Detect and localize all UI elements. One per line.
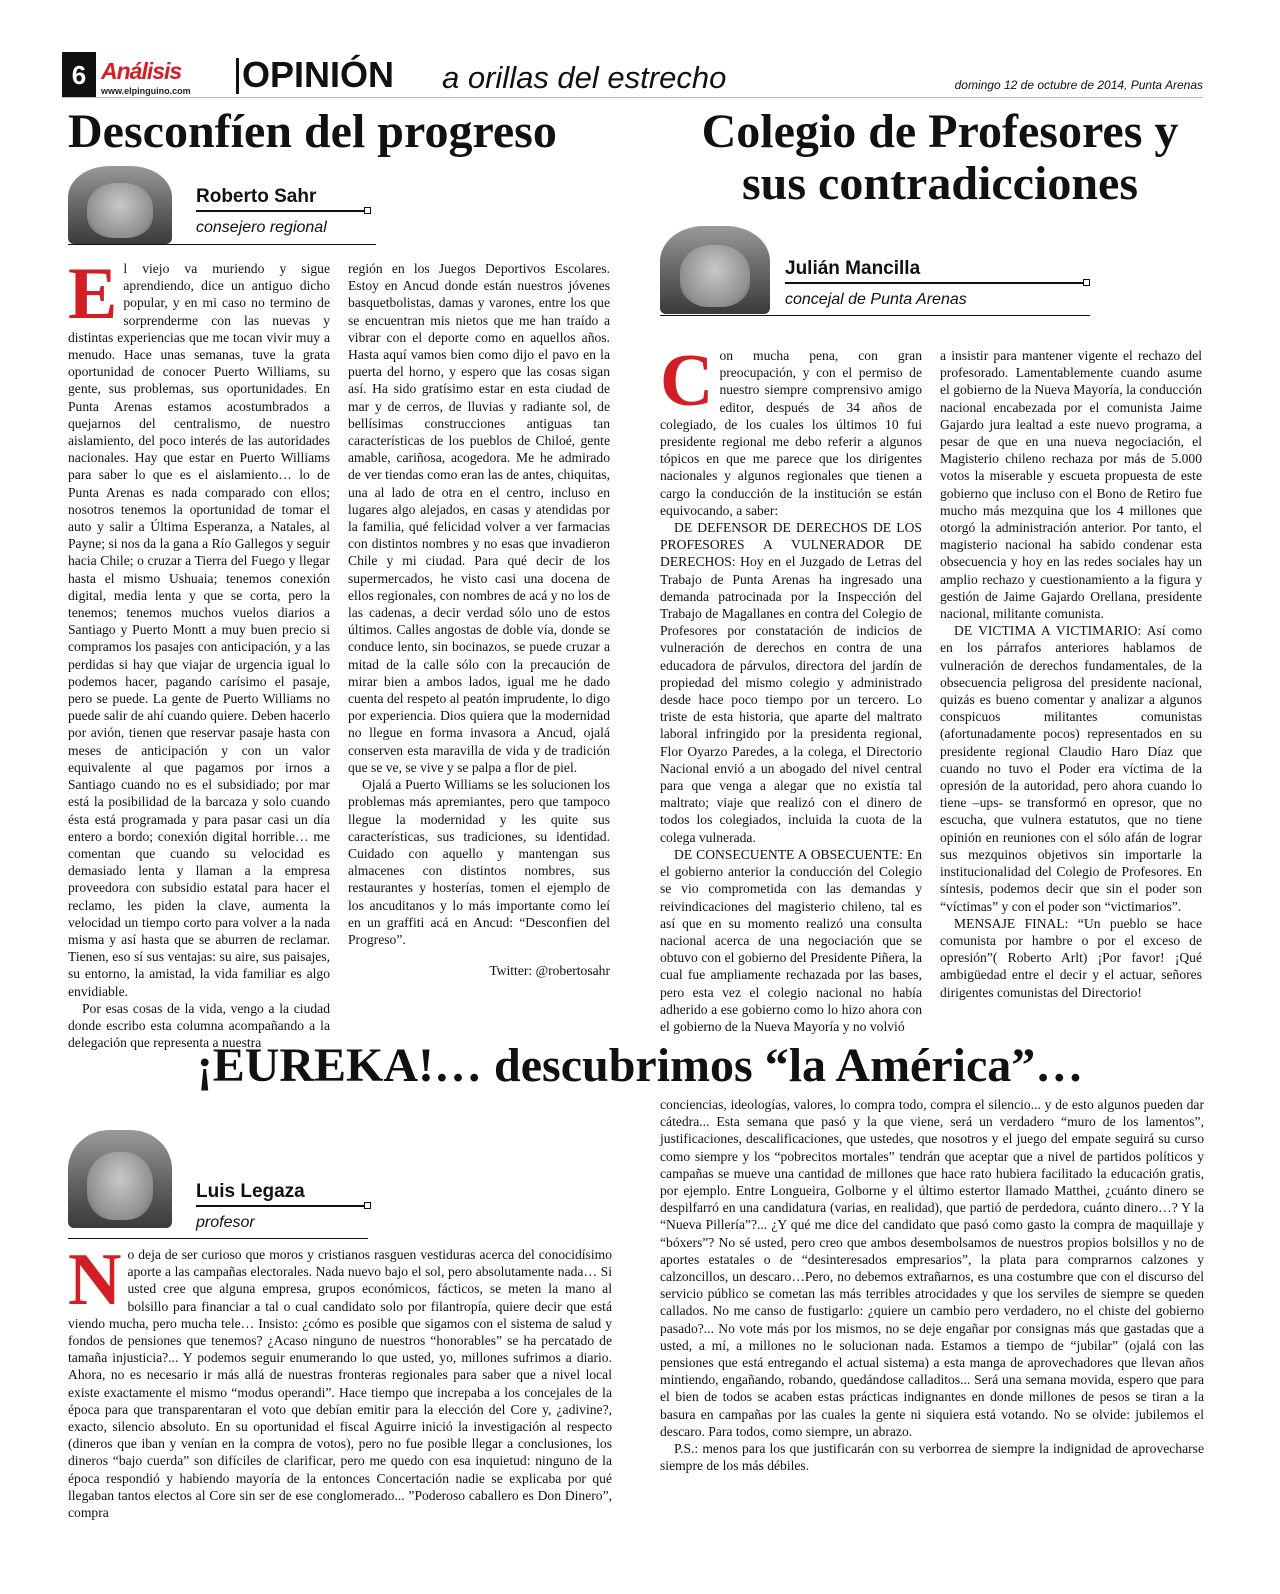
header-separator [236,58,239,94]
header-rule [62,97,1203,98]
paragraph: l viejo va muriendo y sigue aprendiendo, dice un antiguo dicho popular, y en mi caso no termino de sorprenderme con las nuevas y distintas experiencias que me tocan vivir muy a menudo. Hace unas semanas, tuve la grata oportunidad de conocer Puerto Williams, su gente, sus problemas, sus oportunidades. En Punta Arenas estamos acostumbrados a quejarnos del centralismo, de nuestro aislamiento, del poco interés de las autoridades nacionales. Hay que estar en Puerto Williams para saber lo que es el aislamiento… lo de Punta Arenas es nada comparado con ellos; nosotros tenemos la oportunidad de tomar el auto y salir a Última Esperanza, a Natales, al Payne; si nos da la gana a Río Gallegos y seguir hacia Chile; o cruzar a Tierra del Fuego y llegar hasta el mismo Ushuaia; tenemos conexión digital, media lenta y que se corta, pero la tenemos; tenemos muchos vuelos diarios a Santiago y Puerto Montt a muy buen precio si compramos los pasajes con anticipación, y a las perdidas si hay que viajar de urgencia igual lo podemos hacer, pagando carísimo el pasaje, pero se puede. La gente de Puerto Williams no puede salir de ahí cuando quiere. Deben hacerlo por avión, tienen que reservar pasaje hasta con meses de anticipación y con un valor equivalente al que pagamos por irnos a Santiago cuando no es el subsidiado; por mar está la posibilidad de la barcaza y solo cuando ésta está programada y para pasar casi un día entero a bordo; conexión digital horrible… me comentan que cuando su velocidad es demasiado lenta y llaman a la empresa proveedora con subsidio estatal para hacer el reclamo, les piden la clave, aumenta la velocidad un tiempo corto para volver a la nada misma y así hasta que se aburren de reclamar. Tienen, eso sí sus ventajas: su aire, sus paisajes, su entorno, la amistad, la vida familiar es algo envidiable. [68,261,330,999]
author-rule [196,210,366,212]
paragraph: Por esas cosas de la vida, vengo a la ciudad donde escribo esta columna acompañando a la delegación que representa a nuestra [68,1000,330,1051]
section-subtitle: a orillas del estrecho [442,60,727,95]
section-title: OPINIÓN [242,54,395,95]
article2-column-2 [940,347,1202,1001]
paragraph: DE DEFENSOR DE DERECHOS DE LOS PROFESORES A VULNERADOR DE DERECHOS: Hoy en el Juzgado de Letras del Trabajo de Punta Arenas ha ingresado una demanda patrocinada por la Inspección del Trabajo de Magallanes en contra del Colegio de Profesores por constatación de indicios de vulneración de derechos en contra de una educadora de párvulos, directora del jardín de propiedad del mismo colegio y administrado desde hace poco tiempo por un tercero. Lo triste de esta historia, que aparte del maltrato laboral infringido por la presidenta regional, Flor Oyarzo Paredes, a la colega, el Directorio Nacional envió a un abogado del nivel central para que venga a alegar que no existía tal maltrato; viaje que realizó con el dinero de todos los colegiados, incluida la cuota de la colega vulnerada. [660,520,922,845]
article1-column-1 [68,253,330,1051]
author-rule [785,282,1085,284]
issue-date: domingo 12 de octubre de 2014, Punta Arenas [954,78,1203,92]
paragraph: conciencias, ideologías, valores, lo compra todo, compra el silencio... y de esto algunos pueden dar cátedra... Esta semana que pasó y la que viene, será un verdadero “muro de los lamentos”, justificaciones, descalificaciones, que ustedes, que nosotros y el juego del empate seguirá su curso como siempre y los “pobrecitos mortales” tendrán que aceptar que a nivel de partidos políticos y campañas se mueve una cantidad de millones que hace rato hubiera facilitado la educación gratis, por ejemplo. Entre Longueira, Golborne y el último estertor llamado Matthei, ¿cuánto dinero se despilfarró en una candidatura (varias, en realidad), que partió de perdedora, cuánto dinero…? Y la “Nueva Pillería”?... ¿Y qué me dice del candidato que pasó como gasto la compra de maquillaje y “bóxers”? No sé usted, pero creo que ambos desembolsamos de nuestros propios bolsillos y no de aportes estatales o de “desinteresados empresarios”, la plata para comprarnos calzones y calzoncillos, un descaro…Pero, no debemos extrañarnos, es una costumbre que con el discurso del servicio público se cometan las más terribles atrocidades y que los serviles de siempre se queden callados. No me canso de fustigarlo: ¿quiere un cambio pero verdadero, no el chiste del gobierno pasado?... No vote más por los mismos, no se deje engañar por consignas más que gastadas que a usted, a mí, a millones no le solucionan nada. Estamos a tiempo de “jubilar” (ojalá con las pensiones que está entregando el actual sistema) a esta manga de aprovechadores que llevan años mintiendo, engañando, robando, quedándose calladitos... Será una semana movida, espero que para el bien de todos se acaben estas prácticas indignantes en donde millones de pesos se tiran a la basura en campañas por las cuales la gente ni siquiera está votando. No se olvide: jubilemos el descaro. Para todos, como siempre, un abrazo. [660,1097,1204,1439]
paragraph: o deja de ser curioso que moros y cristianos rasguen vestiduras acerca del conocidísimo aporte a las campañas electorales. Nada nuevo bajo el sol, pero absolutamente nada… Si usted cree que alguna empresa, grupos económicos, fácticos, se meten la mano al bolsillo para financiar a tal o cual candidato solo por filantropía, quiere decir que está viendo mucha, pero mucha tele… Insisto: ¿cómo es posible que sigamos con el sistema de salud y fondos de pensiones que tenemos? ¿Acaso ninguno de nuestros “honorables” se ha percatado de tamaña injusticia?... Y podemos seguir enumerando lo que usted, yo, millones sufrimos a diario. Ahora, no es necesario ir más allá de nuestras fronteras regionales para saber que a nivel local existe exactamente el mismo “modus operandi”. Hace tiempo que increpaba a los concejales de la época para que transparentaran el voto que debían emitir para la elección del Core y, ¿adivine?, exacto, silencio absoluto. En su oportunidad el fiscal Aguirre inició la investigación al respecto (dineros que iban y venían en la compra de votos), pero no fue posible llegar a conclusiones, los dineros “bajo cuerda” son difíciles de clarificar, pero me quedo con esa inquietud: ninguno de la época respondió y habiendo mayoría de la entonces Concertación nadie se explicaba por qué llegaban tantos electos al Core sin ser de ese conglomerado... ”Poderoso caballero es Don Dinero”, compra [68,1247,612,1521]
article3-role: profesor [196,1214,255,1231]
author-rule [196,1205,366,1207]
article3-column-1 [68,1239,612,1521]
author-rule-dot [364,207,371,214]
paragraph: DE VICTIMA A VICTIMARIO: Así como en los párrafos anteriores hablamos de vulneración de derechos fundamentales, de la obsecuencia peligrosa del presidente nacional, quizás es bueno comentar y analizar a algunos conspicuos militantes comunistas (afortunadamente pocos) representados en su presidente regional Claudio Haro Díaz que cuando no tuvo el Poder era víctima de la opresión de la autoridad, pero ahora cuando lo tiene –ups- se transformó en opresor, que no escucha, que vulnera estatutos, que no tiene opinión en reuniones con el sólo afán de lograr sus mezquinos objetivos sin importarle la institucionalidad del Colegio de Profesores. En síntesis, podemos decir que sin el poder son “víctimas” y con el poder son “victimarios”. [940,623,1202,914]
article2-title: Colegio de Profesores y sus contradicciones [701,105,1179,210]
paragraph: MENSAJE FINAL: “Un pueblo se hace comunista por hambre o por el exceso de opresión”( Roberto Arlt) ¡Por favor! ¡Qué ambigüedad entre el decir y el actuar, señores dirigentes comunistas del Directorio! [940,915,1202,1000]
author-photo-luis-legaza [68,1130,172,1228]
author-photo-julian-mancilla [660,226,770,314]
paragraph: a insistir para mantener vigente el rechazo del profesorado. Lamentablemente cuando asume el gobierno de la Nueva Mayoría, la conducción nacional encabezada por el comunista Jaime Gajardo jura lealtad a este nuevo programa, a pesar de que en una nueva negociación, el Magisterio chileno rechaza por más de 5.000 votos la miserable y escueta propuesta de este gobierno que incluso con el Bono de Retiro fue mucho más mezquina que los 4 millones que otorgó la administración anterior. Por tanto, el magisterio nacional ha sabido condenar esta obsecuencia y hoy en las redes sociales hay un amplio rechazo y cuestionamiento a la figura y gestión de Jaime Gajardo Orellana, presidente nacional, militante comunista. [940,348,1202,622]
article1-column-2 [348,260,610,979]
paragraph: DE CONSECUENTE A OBSECUENTE: En el gobierno anterior la conducción del Colegio se vio comprometida con las demandas y reivindicaciones del magisterio chileno, tal es así que en su momento realizó una consulta nacional acerca de una negociación que se obtuvo con el gobierno del Presidente Piñera, la cual fue ampliamente rechazada por las bases, pero esta vez el colegio nacional no había adherido a ese gobierno como lo hizo ahora con el gobierno de la Nueva Mayoría y no volvió [660,846,922,1034]
paragraph: región en los Juegos Deportivos Escolares. Estoy en Ancud donde están nuestros jóvenes basquetbolistas, damas y varones, entre los que se encuentran mis nietos que me han traído a vibrar con el deporte como en aquellos años. Hasta aquí vamos bien como dijo el pavo en la puerta del horno, y espero que las cosas sigan así. Ha sido gratísimo estar en esta ciudad de mar y de cerros, de lluvias y radiante sol, de bellísimas construcciones antiguas tan características de los pueblos de Chiloé, gente amable, cariñosa, acogedora. Me he admirado de ver tiendas como eran las de antes, chiquitas, una al lado de otra en el centro, incluso en lugares algo alejados, en casas y atendidas por la familia, qué felicidad volver a ver farmacias con distintos nombres y no esas que invadieron Chile y mi ciudad. Para qué decir de los supermercados, he visto casi una docena de ellos regionales, con nombres de acá y no los de las cadenas, a decir verdad sólo uno de estos últimos. Calles angostas de doble vía, donde se conduce lento, sin bocinazos, se puede cruzar a mitad de la calle sólo con la precaución de mirar bien a ambos lados, igual me he dado cuenta del respeto al peatón imprudente, lo digo por experiencia. Dios quiera que la modernidad no llegue en forma invasora a Ancud, ojalá conserven esta maravilla de vida y de tradición que se ve, se vive y se palpa a flor de piel. [348,261,610,775]
article1-title: Desconfíen del progreso [68,105,557,158]
paragraph: on mucha pena, con gran preocupación, y con el permiso de nuestro siempre comprensivo amigo editor, después de 34 años de colegiado, de los cuales los últimos 10 fui presidente regional me debo referir a algunos tópicos en que me parece que los dirigentes nacionales y algunos regionales que tienen a cargo la conducción de la institución se están equivocando, a saber: [660,348,922,518]
page-number: 6 [62,52,96,98]
article3-author: Luis Legaza [196,1181,305,1202]
twitter-handle: Twitter: @robertosahr [489,963,610,979]
article1-dropcap: E [68,253,118,335]
author-rule-dot [364,1202,371,1209]
article3-column-2 [660,1096,1204,1474]
article1-author: Roberto Sahr [196,186,317,207]
article3-dropcap: N [68,1239,122,1321]
article1-role: consejero regional [196,219,327,236]
paragraph: P.S.: menos para los que justificarán con su verborrea de siempre la indignidad de aprovecharse siempre de los más débiles. [660,1441,1204,1474]
paragraph: Ojalá a Puerto Williams se les solucionen los problemas más apremiantes, pero que tampoco llegue la modernidad y les quite sus características, sus tradiciones, su identidad. Cuidado con aquello y mantengan sus almacenes con distintos nombres, sus restaurantes y hosterías, tomen el ejemplo de los ancuditanos y lo más importante como leí en un graffiti acá en Ancud: “Desconfien del Progreso”. [348,777,610,947]
article3-title: ¡EUREKA!… descubrimos “la América”… [196,1039,1084,1092]
article2-column-1 [660,340,922,1035]
article2-author: Julián Mancilla [785,258,921,279]
article2-role: concejal de Punta Arenas [785,291,967,308]
author-rule-dot [1083,279,1090,286]
article2-dropcap: C [660,340,714,422]
brand-url: www.elpinguino.com [101,86,191,96]
author-underline [660,315,1090,316]
brand-logo: Análisis [101,58,182,84]
author-photo-roberto-sahr [68,166,172,244]
author-underline [68,244,376,245]
